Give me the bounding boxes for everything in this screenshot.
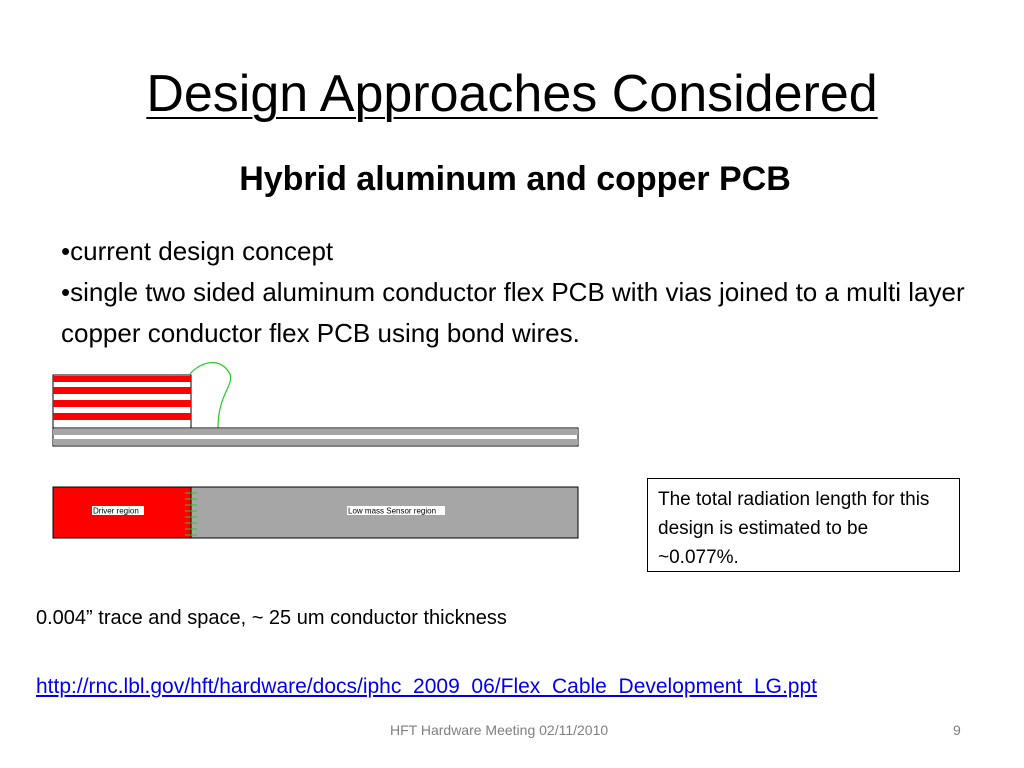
- bond-wire: [190, 363, 231, 428]
- bullet-item: •current design concept: [61, 236, 334, 266]
- slide-footer: HFT Hardware Meeting 02/11/2010: [390, 722, 609, 738]
- driver-region-label: Driver region: [93, 506, 139, 516]
- reference-link[interactable]: http://rnc.lbl.gov/hft/hardware/docs/iphc_2009_06/Flex_Cable_Development_LG.ppt: [36, 675, 817, 698]
- trace-note: 0.004” trace and space, ~ 25 um conductor thickness: [36, 607, 507, 629]
- page-number: 9: [953, 722, 961, 738]
- copper-layer-stack: [53, 375, 191, 428]
- aluminum-layer-stack: [53, 428, 578, 446]
- slide-subtitle: Hybrid aluminum and copper PCB: [239, 160, 791, 198]
- radiation-length-callout: The total radiation length for this design is estimated to be ~0.077%.: [647, 478, 960, 572]
- bullet-list: [61, 231, 991, 354]
- top-view: [53, 487, 578, 538]
- slide-title: Design Approaches Considered: [146, 65, 878, 123]
- sensor-region-label: Low mass Sensor region: [348, 506, 437, 516]
- bullet-item: •single two sided aluminum conductor flex PCB with vias joined to a multi layer copper conductor flex PCB using bond wires.: [61, 277, 965, 348]
- pcb-diagram: [50, 360, 590, 550]
